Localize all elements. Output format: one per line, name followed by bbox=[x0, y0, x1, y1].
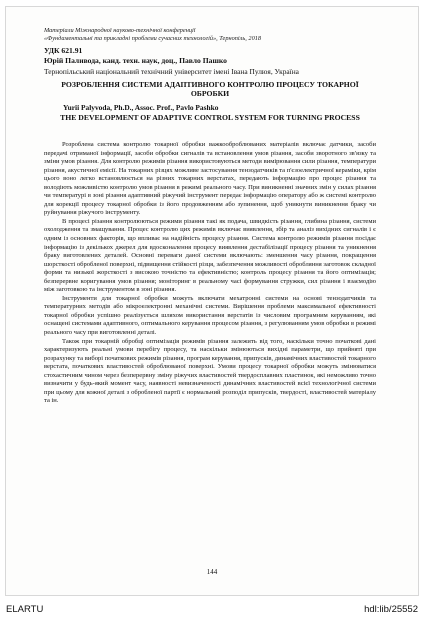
article-body bbox=[44, 141, 376, 406]
repository-name: ELARTU bbox=[6, 604, 44, 615]
authors-english: Yurii Palyvoda, Ph.D., Assoc. Prof., Pavlo Pashko bbox=[63, 103, 219, 112]
affiliation: Тернопільський національний технічний університет імені Івана Пулюя, Україна bbox=[44, 67, 299, 76]
conference-header-line-1: Матеріали Міжнародної науково-технічної конференції bbox=[44, 27, 196, 34]
repository-footer bbox=[0, 600, 424, 620]
udk-code: УДК 621.91 bbox=[44, 46, 83, 55]
authors-ukrainian: Юрій Паливода, канд. техн. наук, доц., Павло Пашко bbox=[44, 56, 227, 65]
paragraph-1: Розроблена система контролю токарної обробки важкооброблюваних матеріалів включає датчики, засоби передачі отриманої інформації, засоби обробки сигналів та встановлення умов різання, засоби зворотного зв'язку та зміни умов різання. Для контролю режимів різання використовуються методи вимірювання сили різання, температури різання, акустичної емісії. На токарних різцях можливе застосування тензодатчиків та п'єзоелектричної кераміки, крім цього воно легко встановлюється на різних токарних верстатах, передають інформацію про процес різання та володіють можливістю контролю умов різання в режимі реального часу. При виникненні значних змін у силах різання чи температурі в зоні різання адаптивний ріжучий інструмент передає інформацію оператору або ж системі контролю для корекції процесу токарної обробки із його продовженням або зупинення, щоб уникнути виникнення браку чи руйнування ріжучого інструменту. bbox=[44, 141, 376, 217]
title-ukrainian: РОЗРОБЛЕННЯ СИСТЕМИ АДАПТИВНОГО КОНТРОЛЮ ПРОЦЕСУ ТОКАРНОЇ ОБРОБКИ bbox=[61, 80, 359, 98]
paragraph-4: Також при токарній обробці оптимізація режимів різання залежить від того, наскільки точно початкові дані характеризують реальні умови перебігу процесу, та наскільки змінюються вихідні параметри, що прийняті при розрахунку та виборі початкових режимів різання, програм керування, припусків, динамічних властивостей токарного верстата, початкових властивостей оброблюваної поверхні. Умови процесу токарної обробки можуть змінюватися стохастичним чином через безперервну зміну ріжучих властивостей твердосплавних пластинок, які неможливо точно визначити у будь-який момент часу, наявності невизначеності динамічних властивостей всієї технологічної системи при цьому для кожної деталі з обробленої партії є нормальний розподіл припусків, твердості, властивостей матеріалу та ін. bbox=[44, 337, 376, 405]
handle-identifier: hdl:lib/25552 bbox=[364, 604, 418, 615]
conference-header-line-2: «Фундаментальні та прикладні проблеми сучасних технологій», Тернопіль, 2018 bbox=[44, 34, 262, 42]
paragraph-3: Інструменти для токарної обробки можуть включати мехатронні системи на основі тензодатчиків та температурних методів або мікроелектронні механічні системи. Вирішення проблеми максимальної ефективності токарної обробки успішно реалізується шляхом використання верстатів із числовим програмним керуванням, які оснащені системами адаптивного, оптимального керування процесом різання, з регулюванням умов обробки в режимі реального часу при виготовленні деталі. bbox=[44, 294, 376, 337]
conference-header bbox=[44, 27, 374, 42]
paragraph-2: В процесі різання контролюються режими різання такі як подача, швидкість різання, глибина різання, системи охолодження та змащування. Процес контролю цих режимів включає виявлення, збір та аналіз вихідних сигналів і є одним із основних факторів, що впливає на надійність процесу різання. Система контролю режимів різання посідає інформацію із декількох джерел для вдосконалення процесу виявлення дестабілізації процесу різання та уникнення браку виготовлених деталей. Основні переваги даної системи включають: зменшення часу різання, покращення шорсткості обробленої поверхні, підвищення стійкості різця, забезпечення можливості обробляння заготовок складної форми та низької жорсткості з високою точністю та ефективністю; контроль процесу різання та його оптимізація; безперервне коригування умов різання; моніторинг в реальному часі формування стружки, сил різання і взаємодію між заготовкою та інструментом в зоні різання. bbox=[44, 217, 376, 294]
page-number: 144 bbox=[206, 568, 218, 576]
title-english: THE DEVELOPMENT OF ADAPTIVE CONTROL SYSTEM FOR TURNING PROCESS bbox=[60, 113, 360, 122]
